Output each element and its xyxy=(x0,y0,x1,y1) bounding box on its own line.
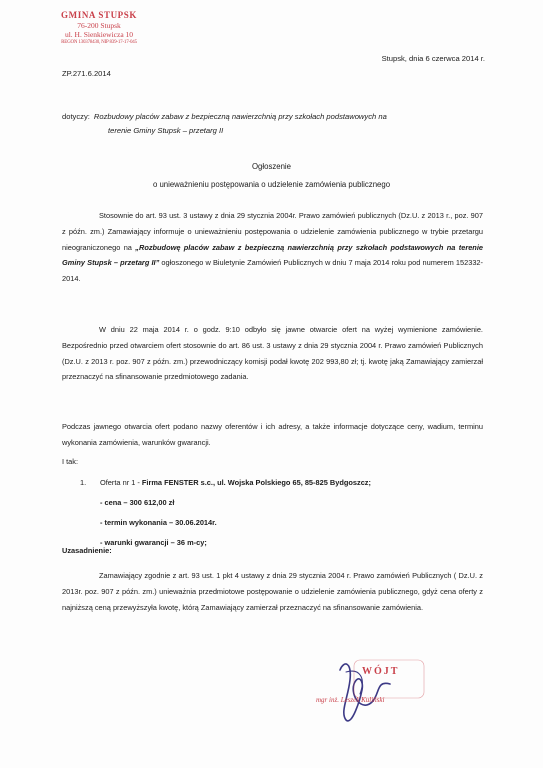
offer-price: - cena – 300 612,00 zł xyxy=(100,498,175,507)
paragraph-justification: Zamawiający zgodnie z art. 93 ust. 1 pkt 4 ustawy z dnia 29 stycznia 2004 r. Prawo zamówień Publicznych ( Dz.U. z 2013r. poz. 907 z późn. zm.) unieważnia przedmiotowe postępowanie o udzielenie zamówienia publicznego, gdyż cena oferty z najniższą ceną przewyższyła kwotę, którą Zamawiający zamierzał przeznaczyć na sfinansowanie zamówienia. xyxy=(62,571,483,612)
signature-name: mgr inż. Leszek Kuliński xyxy=(316,696,385,704)
stamp-line-4: REGON 130378430, NIP 839-17-17-045 xyxy=(61,40,137,45)
place-date: Stupsk, dnia 6 czerwca 2014 r. xyxy=(381,54,485,63)
document-subtitle: o unieważnieniu postępowania o udzielenie zamówienia publicznego xyxy=(152,180,391,189)
paragraph-1-text-after: ogłoszonego w Biuletynie Zamówień Publicznych w dniu 7 maja 2014 roku pod numerem 152332-2014. xyxy=(62,258,483,284)
paragraph-1-tender-name: „Rozbudowę placów zabaw z bezpieczną nawierzchnią przy szkołach podstawowych na terenie Gminy Stupsk – przetarg II” xyxy=(62,242,483,268)
offer-number: 1. xyxy=(80,478,87,487)
offer-warranty: - warunki gwarancji – 36 m-cy; xyxy=(100,538,207,547)
paragraph-opening: W dniu 22 maja 2014 r. o godz. 9:10 odbyło się jawne otwarcie ofert na wyżej wymienione zamówienie. Bezpośrednio przed otwarciem ofert stosownie do art. 86 ust. 3 ustawy z dnia 29 stycznia 2004 r. Prawo zamówień Publicznych (Dz.U. z 2013 r. poz. 907 z późn. zm.) przewodniczący komisji podał kwotę 202 993,80 zł; tj. kwotę jaką Zamawiający zamierzał przeznaczyć na sfinansowanie przedmiotowego zadania. xyxy=(62,325,483,382)
stamp-line-2: 76-200 Stupsk xyxy=(77,21,121,30)
stamp-line-1: GMINA STUPSK xyxy=(61,10,137,20)
justification-label: Uzasadnienie: xyxy=(62,546,112,555)
offer-title: Oferta nr 1 - xyxy=(100,478,142,487)
paragraph-legal-basis xyxy=(62,208,483,287)
offer-list xyxy=(80,473,480,553)
municipality-stamp xyxy=(38,10,160,47)
signature-title: WÓJT xyxy=(362,666,400,677)
subject-label: dotyczy: xyxy=(62,112,90,121)
document-title: Ogłoszenie xyxy=(251,162,291,171)
subject-line-1: Rozbudowy placów zabaw z bezpieczną nawierzchnią przy szkołach podstawowych na xyxy=(93,112,387,121)
reference-number: ZP.271.6.2014 xyxy=(62,69,111,78)
offer-company: Firma FENSTER s.c., ul. Wojska Polskiego 65, 85-825 Bydgoszcz; xyxy=(141,478,371,487)
subject-line-2: terenie Gminy Stupsk – przetarg II xyxy=(108,126,224,135)
stamp-line-3: ul. H. Sienkiewicza 10 xyxy=(64,30,134,39)
paragraph-disclosure: Podczas jawnego otwarcia ofert podano nazwy oferentów i ich adresy, a także informacje dotyczące ceny, wadium, terminu wykonania zamówienia, warunków gwarancji. xyxy=(62,422,483,447)
paragraph-1-text-before: Stosownie do art. 93 ust. 3 ustawy z dnia 29 stycznia 2004r. Prawo zamówień publicznych (Dz.U. z 2013 r., poz. 907 z późn. zm.) Zamawiający informuje o unieważnieniu postępowania o udzielenie zamówienia publicznego w trybie przetargu nieograniczonego na xyxy=(62,211,483,252)
paragraph-intro: I tak: xyxy=(62,457,79,466)
offer-item xyxy=(80,473,480,493)
signature-stamp xyxy=(300,650,450,730)
handwritten-signature xyxy=(300,650,450,730)
subject-block xyxy=(62,110,482,138)
offer-deadline: - termin wykonania – 30.06.2014r. xyxy=(100,518,217,527)
